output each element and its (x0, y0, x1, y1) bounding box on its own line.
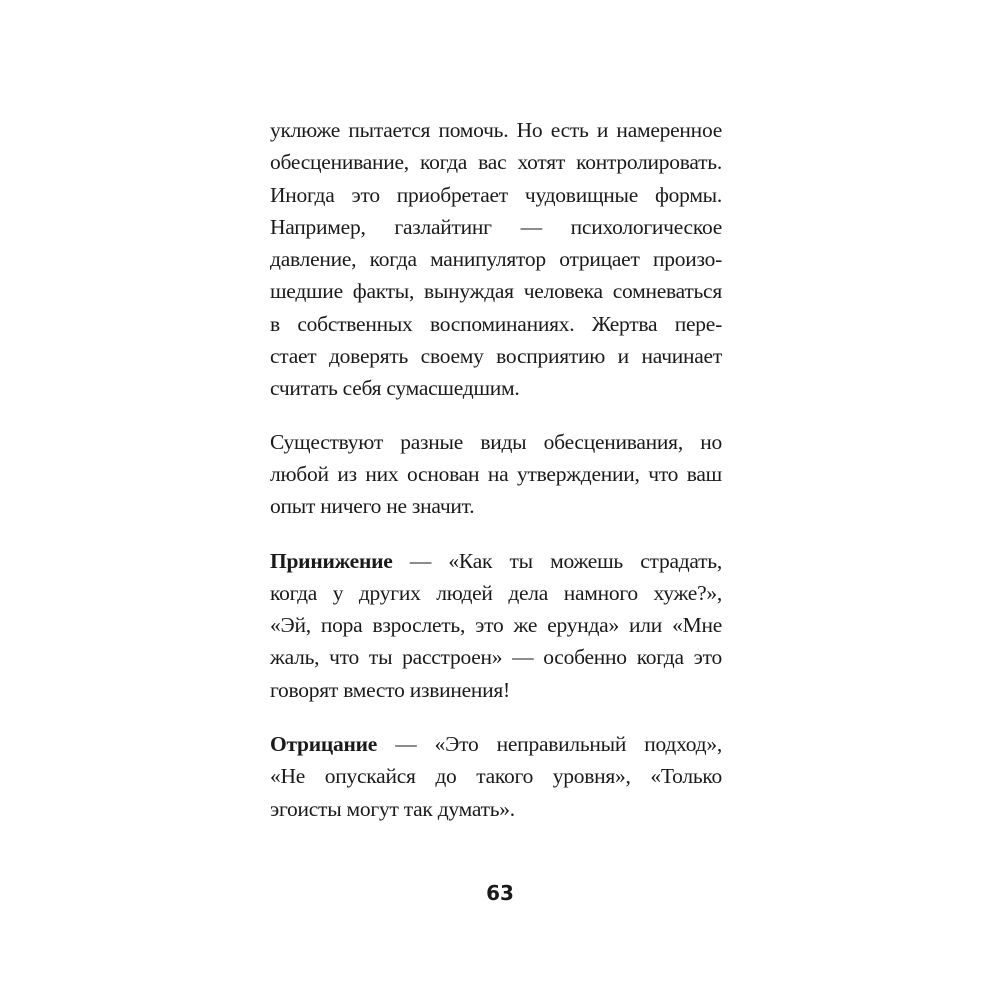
text-line: в собственных воспоминаниях. Жертва пере- (270, 311, 722, 336)
text-fragment: — «Как ты можешь страдать, (392, 548, 722, 573)
body-text (270, 114, 722, 825)
paragraph-belittling (270, 545, 722, 706)
text-line: любой из них основан на утверждении, что ваш (270, 461, 722, 486)
paragraph-gaslighting (270, 114, 722, 405)
paragraph-spacer (270, 523, 722, 545)
text-line (270, 545, 722, 577)
paragraph-types-of-devaluation (270, 426, 722, 523)
term-denial: Отрицание (270, 732, 378, 757)
page-number: 63 (486, 881, 514, 905)
text-line: Существуют разные виды обесценивания, но (270, 429, 722, 454)
text-line: считать себя сумасшедшим. (270, 376, 520, 401)
text-line: обесценивание, когда вас хотят контролировать. (270, 150, 722, 175)
text-line: Например, газлайтинг — психологическое (270, 214, 722, 239)
term-belittling: Принижение (270, 548, 393, 573)
text-line: эгоисты могут так думать». (270, 796, 515, 821)
text-line (270, 728, 722, 760)
text-line: уклюже пытается помочь. Но есть и намеренное (270, 118, 722, 142)
text-line: «Эй, пора взрослеть, это же ерунда» или «Мне (270, 613, 722, 638)
text-line: говорят вместо извинения! (270, 677, 510, 702)
paragraph-spacer (270, 706, 722, 728)
text-line: когда у других людей дела намного хуже?», (270, 580, 722, 605)
text-line: Иногда это приобретает чудовищные формы. (270, 182, 722, 207)
paragraph-denial (270, 728, 722, 825)
text-line: стает доверять своему восприятию и начинает (270, 344, 722, 369)
text-line: жаль, что ты расстроен» — особенно когда это (270, 645, 722, 670)
text-line: давление, когда манипулятор отрицает произо- (270, 247, 722, 272)
text-fragment: — «Это неправильный подход», (377, 732, 722, 757)
text-line: опыт ничего не значит. (270, 494, 475, 519)
text-line: «Не опускайся до такого уровня», «Только (270, 764, 722, 789)
text-line: шедшие факты, вынуждая человека сомневаться (270, 279, 722, 304)
paragraph-spacer (270, 405, 722, 426)
